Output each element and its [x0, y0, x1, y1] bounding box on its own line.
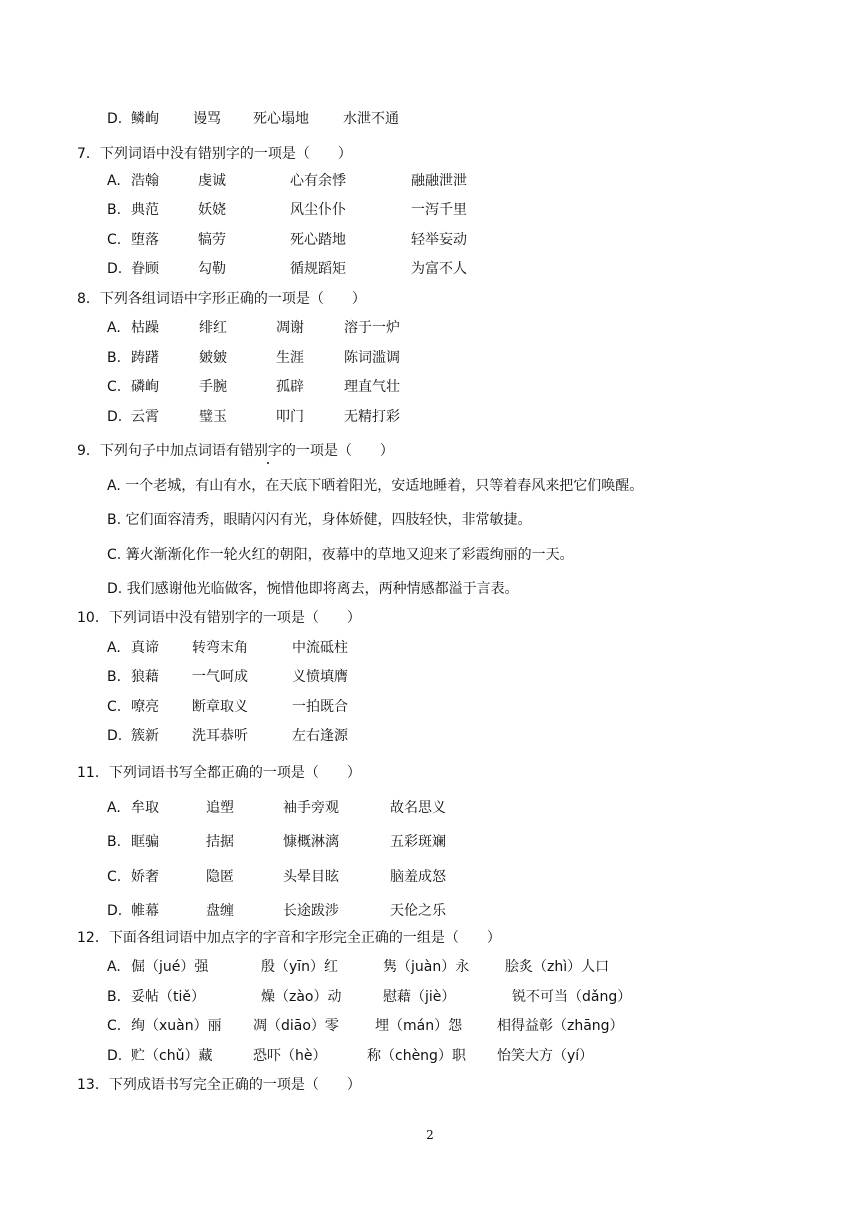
word: 孤辟: [276, 379, 304, 395]
q10-option-a: [107, 639, 407, 657]
option-label: D.: [107, 111, 123, 127]
word: 相得益彰（zhāng）: [497, 1018, 624, 1034]
word: 牟取: [131, 800, 159, 816]
word: 绚（xuàn）丽: [131, 1018, 222, 1034]
q9-option-a: [107, 477, 643, 495]
page-number: 2: [426, 1128, 434, 1142]
word: 磷峋: [131, 379, 159, 395]
word: 贮（chǔ）藏: [131, 1048, 213, 1064]
word: 娇奢: [131, 869, 159, 885]
word: 叩门: [276, 409, 304, 425]
word: 慰藉（jiè）: [383, 989, 456, 1005]
word: 一拍既合: [292, 699, 348, 715]
q11-option-b: [107, 833, 487, 851]
word: 嘹亮: [131, 699, 159, 715]
q9-option-d: [107, 580, 519, 598]
option-label: D.: [107, 1048, 123, 1064]
word: 脑羞成怒: [390, 869, 446, 885]
word: 枯躁: [131, 320, 159, 336]
option-label: A.: [107, 320, 121, 336]
word: 璧玉: [199, 409, 227, 425]
word: 眶骗: [131, 834, 159, 850]
option-label: B.: [107, 989, 122, 1005]
q9-stem-after: 的一项是（ ）: [281, 443, 394, 459]
word: 凋（diāo）零: [253, 1018, 339, 1034]
q9-option-b: [107, 511, 532, 529]
word: 中流砥柱: [292, 640, 348, 656]
word: 真谛: [131, 640, 159, 656]
word: 恐吓（hè）: [253, 1048, 327, 1064]
q8-option-c: [107, 378, 447, 396]
q7-option-c: [107, 231, 527, 249]
q8-option-a: [107, 319, 447, 337]
word: 拮据: [206, 834, 234, 850]
option-label: A.: [107, 478, 121, 494]
word: 皴皴: [199, 350, 227, 366]
word: 谩骂: [193, 111, 221, 127]
word: 殷（yīn）红: [261, 959, 339, 975]
word: 天伦之乐: [390, 903, 446, 919]
word: 堕落: [131, 232, 159, 248]
option-text: 一个老城，有山有水，在天底下晒着阳光，安适地睡着，只等着春风来把它们唤醒。: [125, 478, 644, 494]
word: 手腕: [199, 379, 227, 395]
option-label: D.: [107, 409, 123, 425]
word: 无精打彩: [344, 409, 400, 425]
word: 左右逢源: [292, 728, 348, 744]
q11-option-a: [107, 799, 487, 817]
word: 融融泄泄: [411, 173, 467, 189]
q10-stem: 10．下列词语中没有错别字的一项是（ ）: [77, 610, 361, 626]
word: 隽（juàn）永: [383, 959, 470, 975]
word: 倔（jué）强: [131, 959, 209, 975]
q8-option-b: [107, 349, 447, 367]
word: 故名思义: [390, 800, 446, 816]
option-label: A.: [107, 800, 121, 816]
option-label: C.: [107, 699, 122, 715]
option-label: C.: [107, 379, 122, 395]
word: 隐匿: [206, 869, 234, 885]
q11-option-d: [107, 902, 487, 920]
word: 一气呵成: [192, 669, 248, 685]
q7-option-d: [107, 260, 527, 278]
q9-stem: [77, 442, 394, 460]
q10-option-d: [107, 727, 407, 745]
word: 轻举妄动: [411, 232, 467, 248]
option-label: C.: [107, 232, 122, 248]
option-label: A.: [107, 173, 121, 189]
word: 转弯末角: [192, 640, 248, 656]
q12-option-d: [107, 1047, 647, 1065]
q11-option-c: [107, 868, 487, 886]
option-label: C.: [107, 869, 122, 885]
word: 慷概淋漓: [283, 834, 339, 850]
word: 埋（mán）怨: [375, 1018, 463, 1034]
word: 狼藉: [131, 669, 159, 685]
option-text: 篝火渐渐化作一轮火红的朝阳，夜幕中的草地又迎来了彩霞绚丽的一天。: [125, 547, 574, 563]
word: 称（chèng）职: [367, 1048, 466, 1064]
word: 溶于一炉: [344, 320, 400, 336]
option-label: D.: [107, 581, 123, 597]
word: 犒劳: [198, 232, 226, 248]
word: 浩翰: [131, 173, 159, 189]
q12-option-b: [107, 988, 647, 1006]
word: 鳞峋: [131, 111, 159, 127]
q13-stem: 13．下列成语书写完全正确的一项是（ ）: [77, 1077, 361, 1093]
word: 怡笑大方（yí）: [497, 1048, 594, 1064]
q9-stem-dotted: 别字: [253, 443, 282, 459]
word: 锐不可当（dǎng）: [512, 989, 632, 1005]
option-text: 它们面容清秀，眼睛闪闪有光，身体娇健，四肢轻快，非常敏捷。: [125, 512, 532, 528]
q10-option-b: [107, 668, 407, 686]
option-label: D.: [107, 728, 123, 744]
q8-stem: 8．下列各组词语中字形正确的一项是（ ）: [77, 291, 366, 307]
word: 循规蹈矩: [290, 261, 346, 277]
word: 死心踏地: [290, 232, 346, 248]
word: 典范: [131, 202, 159, 218]
option-label: B.: [107, 669, 122, 685]
word: 虔诚: [198, 173, 226, 189]
option-label: B.: [107, 512, 122, 528]
q7-option-b: [107, 201, 527, 219]
word: 为富不人: [411, 261, 467, 277]
word: 风尘仆仆: [290, 202, 346, 218]
q7-option-a: [107, 172, 527, 190]
option-label: D.: [107, 261, 123, 277]
word: 脍炙（zhì）人口: [505, 959, 610, 975]
q11-stem: 11．下列词语书写全都正确的一项是（ ）: [77, 765, 361, 781]
q7-stem: 7．下列词语中没有错别字的一项是（ ）: [77, 146, 352, 162]
word: 妥帖（tiě）: [131, 989, 205, 1005]
word: 追塑: [206, 800, 234, 816]
option-label: C.: [107, 547, 122, 563]
word: 燥（zào）动: [261, 989, 342, 1005]
word: 绯红: [199, 320, 227, 336]
word: 五彩斑斓: [390, 834, 446, 850]
option-label: A.: [107, 959, 121, 975]
q9-option-c: [107, 546, 574, 564]
word: 簇新: [131, 728, 159, 744]
q12-stem: 12．下面各组词语中加点字的字音和字形完全正确的一组是（ ）: [77, 930, 501, 946]
word: 妖娆: [198, 202, 226, 218]
word: 头晕目眩: [283, 869, 339, 885]
option-text: 我们感谢他光临做客，惋惜他即将离去，两种情感都溢于言表。: [126, 581, 519, 597]
word: 眷顾: [131, 261, 159, 277]
word: 理直气壮: [344, 379, 400, 395]
option-label: C.: [107, 1018, 122, 1034]
q9-stem-before: 9．下列句子中加点词语有错: [77, 443, 254, 459]
word: 死心塌地: [253, 111, 309, 127]
word: 长途跋涉: [283, 903, 339, 919]
word: 心有余悸: [290, 173, 346, 189]
q6-option-d: [107, 110, 507, 128]
q10-option-c: [107, 698, 407, 716]
option-label: A.: [107, 640, 121, 656]
word: 生涯: [276, 350, 304, 366]
word: 盘缠: [206, 903, 234, 919]
word: 一泻千里: [411, 202, 467, 218]
option-label: B.: [107, 202, 122, 218]
word: 踌躇: [131, 350, 159, 366]
q12-option-a: [107, 958, 647, 976]
word: 洗耳恭听: [192, 728, 248, 744]
q8-option-d: [107, 408, 447, 426]
word: 云霄: [131, 409, 159, 425]
option-label: B.: [107, 834, 122, 850]
option-label: D.: [107, 903, 123, 919]
word: 凋谢: [276, 320, 304, 336]
word: 勾勒: [198, 261, 226, 277]
word: 帷幕: [131, 903, 159, 919]
option-label: B.: [107, 350, 122, 366]
word: 陈词滥调: [344, 350, 400, 366]
word: 袖手旁观: [283, 800, 339, 816]
q12-option-c: [107, 1017, 647, 1035]
word: 水泄不通: [343, 111, 399, 127]
word: 义愤填膺: [292, 669, 348, 685]
word: 断章取义: [192, 699, 248, 715]
